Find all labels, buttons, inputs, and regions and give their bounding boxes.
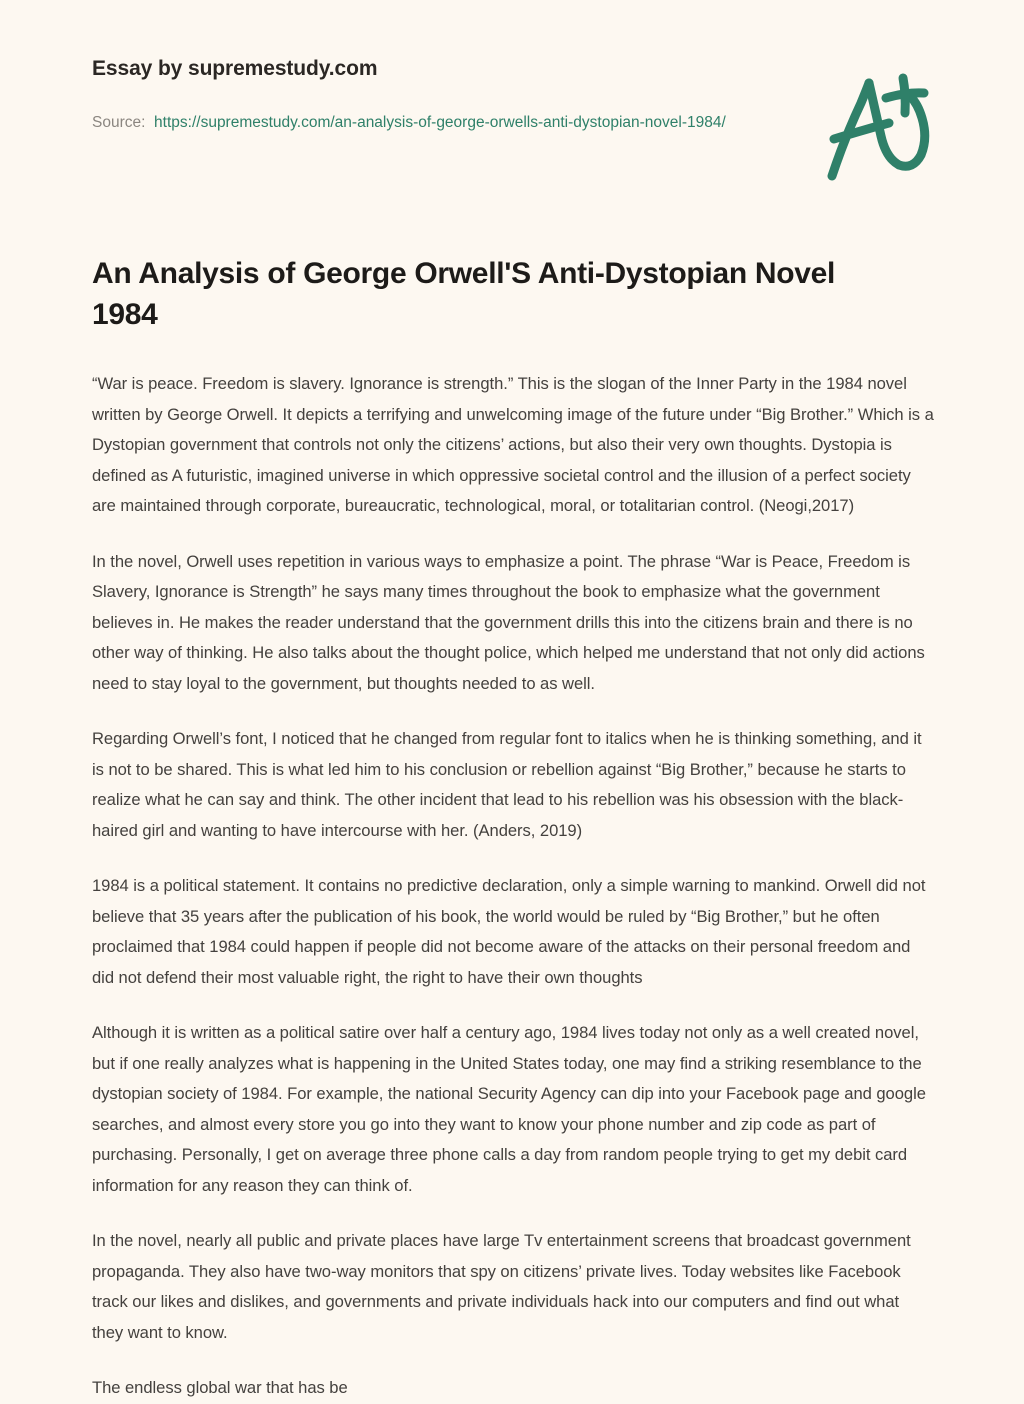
page-header (0, 0, 1024, 210)
article-paragraph: “War is peace. Freedom is slavery. Ignorance is strength.” This is the slogan of the Inner Party in the 1984 novel written by George Orwell. It depicts a terrifying and unwelcoming image of the future under “Big Brother.” Which is a Dystopian government that controls not only the citizens’ actions, but also their very own thoughts. Dystopia is defined as A futuristic, imagined universe in which oppressive societal control and the illusion of a perfect society are maintained through corporate, bureaucratic, technological, moral, or totalitarian control. (Neogi,2017) (92, 374, 934, 515)
a-plus-logo-icon (818, 58, 936, 184)
source-url-link[interactable]: https://supremestudy.com/an-analysis-of-george-orwells-anti-dystopian-novel-1984/ (154, 114, 726, 131)
article-body (92, 369, 934, 1404)
article (92, 253, 934, 1404)
article-paragraph: In the novel, nearly all public and private places have large Tv entertainment screens that broadcast government propaganda. They also have two-way monitors that spy on citizens’ private lives. Today websites like Facebook track our likes and dislikes, and governments and private individuals hack into our computers and find out what they want to know. (92, 1231, 911, 1342)
essay-byline: Essay by supremestudy.com (92, 57, 378, 80)
page-title: An Analysis of George Orwell'S Anti-Dystopian Novel 1984 (92, 257, 836, 331)
source-label: Source: (92, 114, 146, 131)
a-plus-logo-glyph (818, 58, 936, 184)
article-paragraph: Regarding Orwell’s font, I noticed that he changed from regular font to italics when he is thinking something, and it is not to be shared. This is what led him to his conclusion or rebellion against “Big Brother,” because he starts to realize what he can say and think. The other incident that lead to his rebellion was his obsession with the black-haired girl and wanting to have intercourse with her. (Anders, 2019) (92, 729, 922, 840)
article-paragraph: Although it is written as a political satire over half a century ago, 1984 lives today not only as a well created novel, but if one really analyzes what is happening in the United States today, one may find a striking resemblance to the dystopian society of 1984. For example, the national Security Agency can dip into your Facebook page and google searches, and almost every store you go into they want to know your phone number and zip code as part of purchasing. Personally, I get on average three phone calls a day from random people trying to get my debit card information for any reason they can think of. (92, 1023, 926, 1195)
article-paragraph: In the novel, Orwell uses repetition in various ways to emphasize a point. The phrase “War is Peace, Freedom is Slavery, Ignorance is Strength” he says many times throughout the book to emphasize what the government believes in. He makes the reader understand that the government drills this into the citizens brain and there is no other way of thinking. He also talks about the thought police, which helped me understand that not only did actions need to stay loyal to the government, but thoughts needed to as well. (92, 551, 925, 693)
article-paragraph: The endless global war that has be (92, 1378, 348, 1397)
source-line (92, 108, 772, 137)
article-paragraph: 1984 is a political statement. It contains no predictive declaration, only a simple warning to mankind. Orwell did not believe that 35 years after the publication of his book, the world would be ruled by “Big Brother,” but he often proclaimed that 1984 could happen if people did not become aware of the attacks on their personal freedom and did not defend their most valuable right, the right to have their own thoughts (92, 876, 926, 987)
